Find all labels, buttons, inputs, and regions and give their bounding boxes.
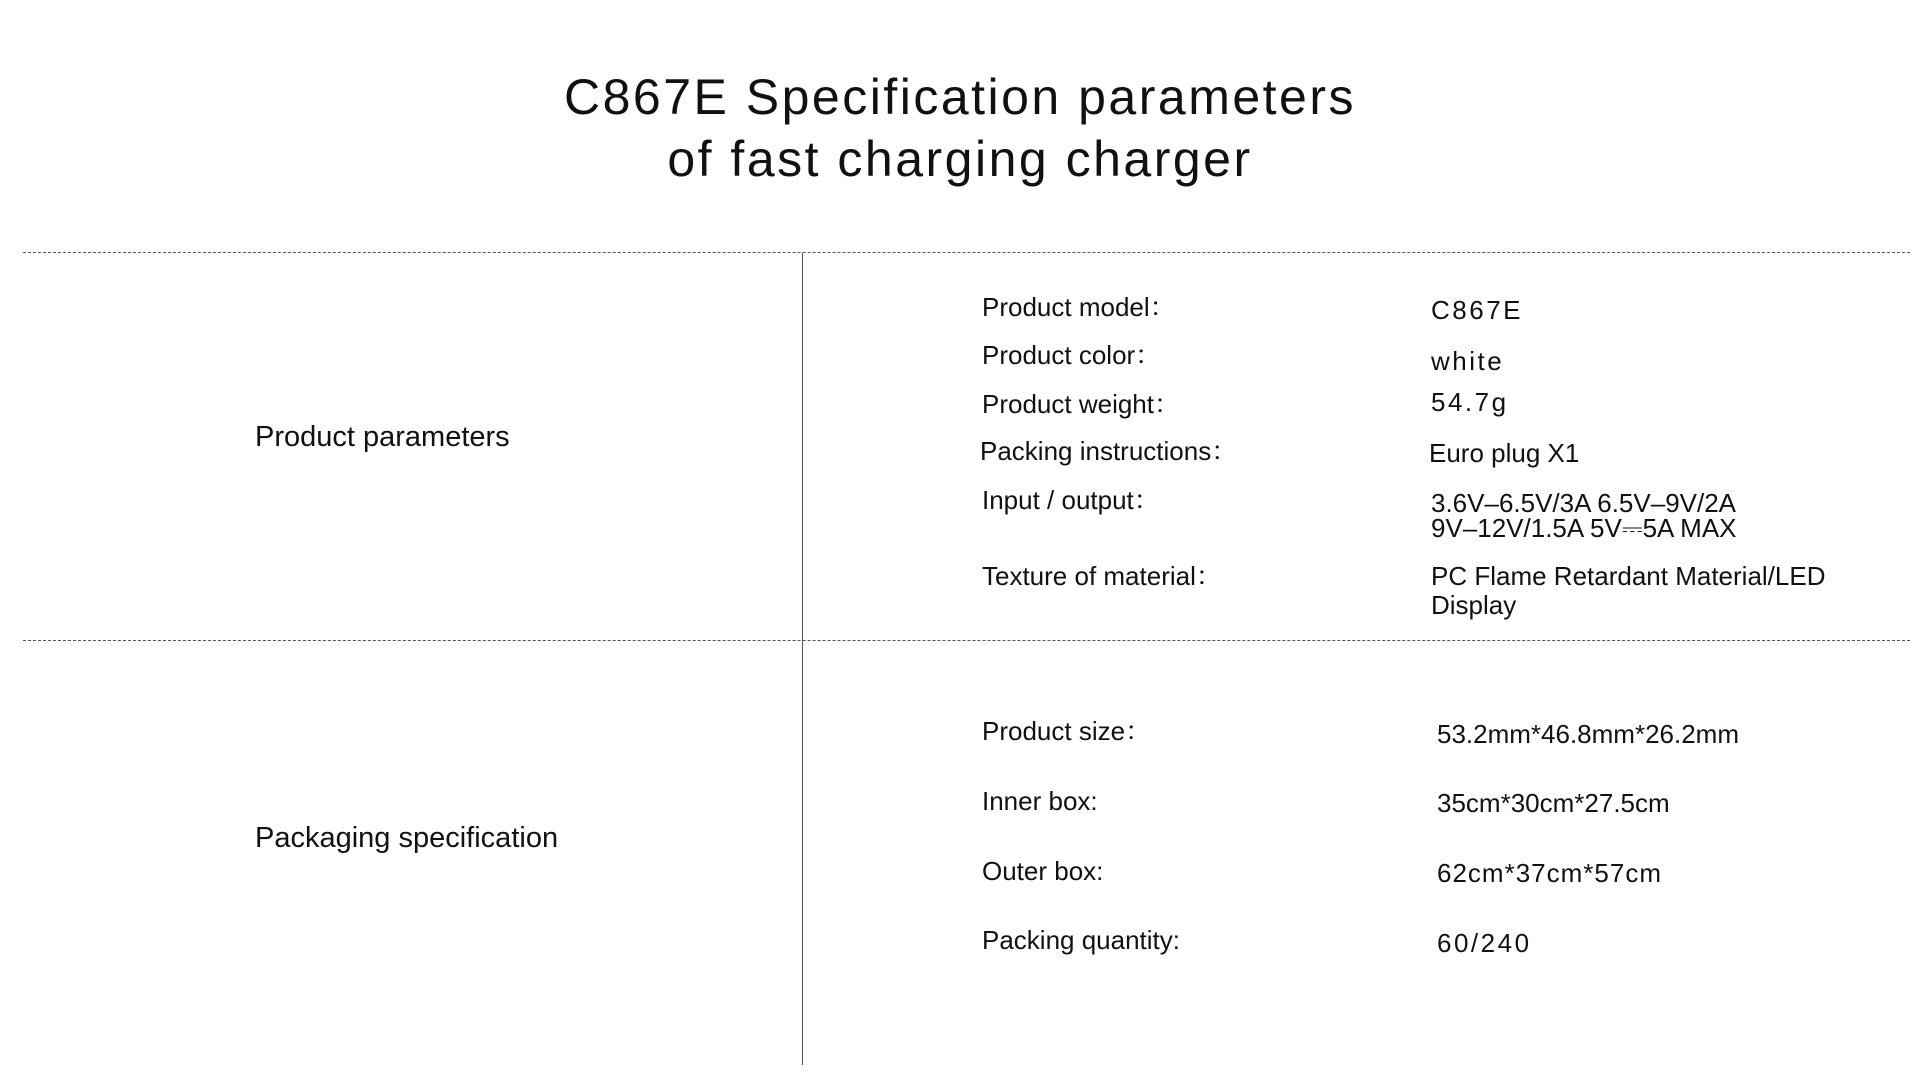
page-title-line-1: C867E Specification parameters [563, 69, 1357, 125]
product-color-value: white [1431, 346, 1505, 376]
product-color-label: Product color： [982, 340, 1162, 370]
product-model-label: Product model： [982, 292, 1176, 322]
product-model-value: C867E [1431, 295, 1523, 325]
product-weight-label: Product weight： [982, 389, 1180, 419]
texture-of-material-label: Texture of material： [982, 561, 1222, 591]
inner-box-value: 35cm*30cm*27.5cm [1437, 788, 1670, 818]
outer-box-value: 62cm*37cm*57cm [1437, 858, 1662, 888]
packing-quantity-label: Packing quantity: [982, 925, 1181, 955]
product-weight-value: 54.7g [1431, 387, 1509, 417]
page-title [0, 66, 1920, 190]
packing-instructions-label: Packing instructions： [980, 436, 1238, 466]
product-size-label: Product size： [982, 716, 1152, 746]
outer-box-label: Outer box: [982, 856, 1104, 886]
packing-quantity-value: 60/240 [1437, 928, 1532, 958]
input-output-label: Input / output： [982, 485, 1160, 515]
column-divider [802, 253, 803, 1065]
product-size-value: 53.2mm*46.8mm*26.2mm [1437, 719, 1739, 749]
top-divider [23, 252, 1910, 253]
texture-of-material-value-line-2: Display [1431, 590, 1517, 620]
input-output-value [1431, 488, 1737, 543]
section-label-packaging-specification: Packaging specification [255, 822, 559, 854]
input-output-value-line-1: 3.6V–6.5V/3A 6.5V–9V/2A [1431, 488, 1737, 518]
texture-of-material-value-line-1: PC Flame Retardant Material/LED [1431, 561, 1826, 591]
texture-of-material-value [1431, 562, 1825, 620]
packing-instructions-value: Euro plug X1 [1429, 438, 1580, 468]
input-output-value-line-2: 9V–12V/1.5A 5V⎓5A MAX [1431, 513, 1737, 543]
section-label-product-parameters: Product parameters [255, 421, 510, 453]
middle-divider [23, 640, 1910, 641]
inner-box-label: Inner box: [982, 786, 1098, 816]
page-title-line-2: of fast charging charger [667, 131, 1253, 187]
